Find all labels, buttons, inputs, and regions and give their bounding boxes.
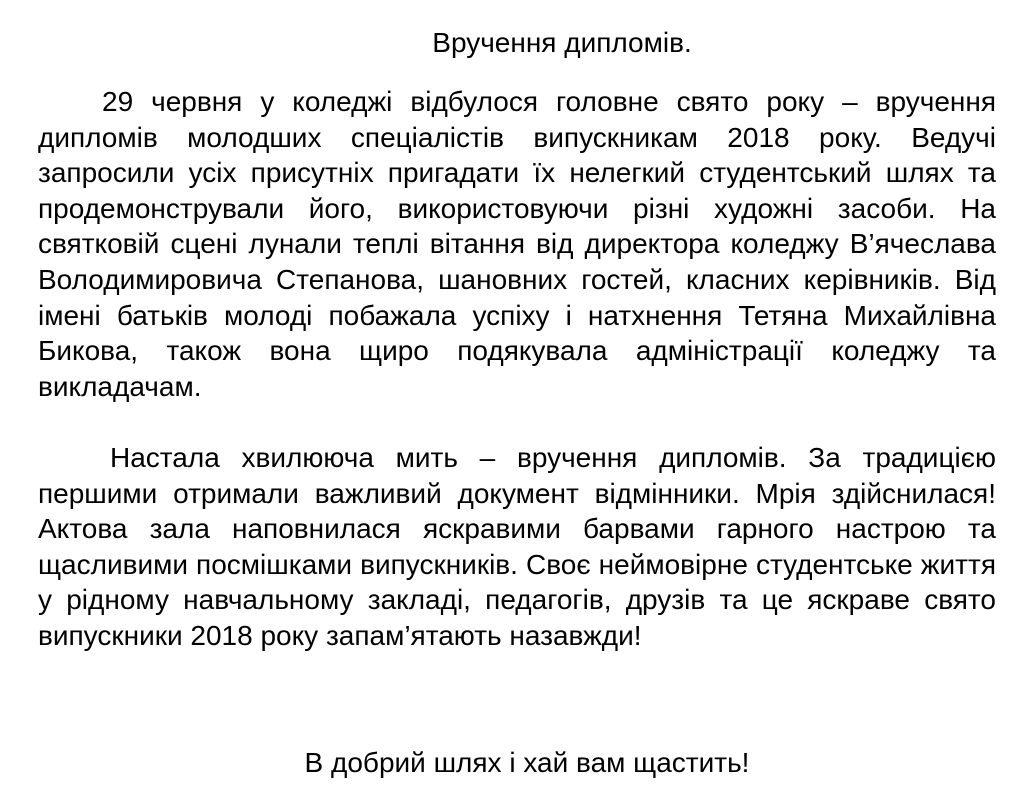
paragraph-ceremony: 29 червня у коледжі відбулося головне свято року – вручення дипломів молодших спеціалістів випускникам 2018 року. Ведучі запросили усіх присутніх пригадати їх нелегкий студентський шлях та продемонстрували його, використовуючи різні художні засоби. На святковій сцені лунали теплі вітання від директора коледжу В’ячеслава Володимировича Степанова, шановних гостей, класних керівників. Від імені батьків молоді побажала успіху і натхнення Тетяна Михайлівна Бикова, також вона щиро подякувала адміністрації коледжу та викладачам. (38, 86, 996, 402)
document-title: Вручення дипломів. (432, 27, 692, 58)
paragraph-diplomas: Настала хвилююча мить – вручення дипломів. За традицією першими отримали важливий документ відмінники. Мрія здійснилася! Актова зала наповнилася яскравими барвами гарного настрою та щасливими посмішками випускників. Своє неймовірне студентське життя у рідному навчальному закладі, педагогів, друзів та це яскраве свято випускники 2018 року запам’ятають назавжди! (38, 442, 996, 651)
closing-wish: В добрий шлях і хай вам щастить! (304, 747, 750, 778)
